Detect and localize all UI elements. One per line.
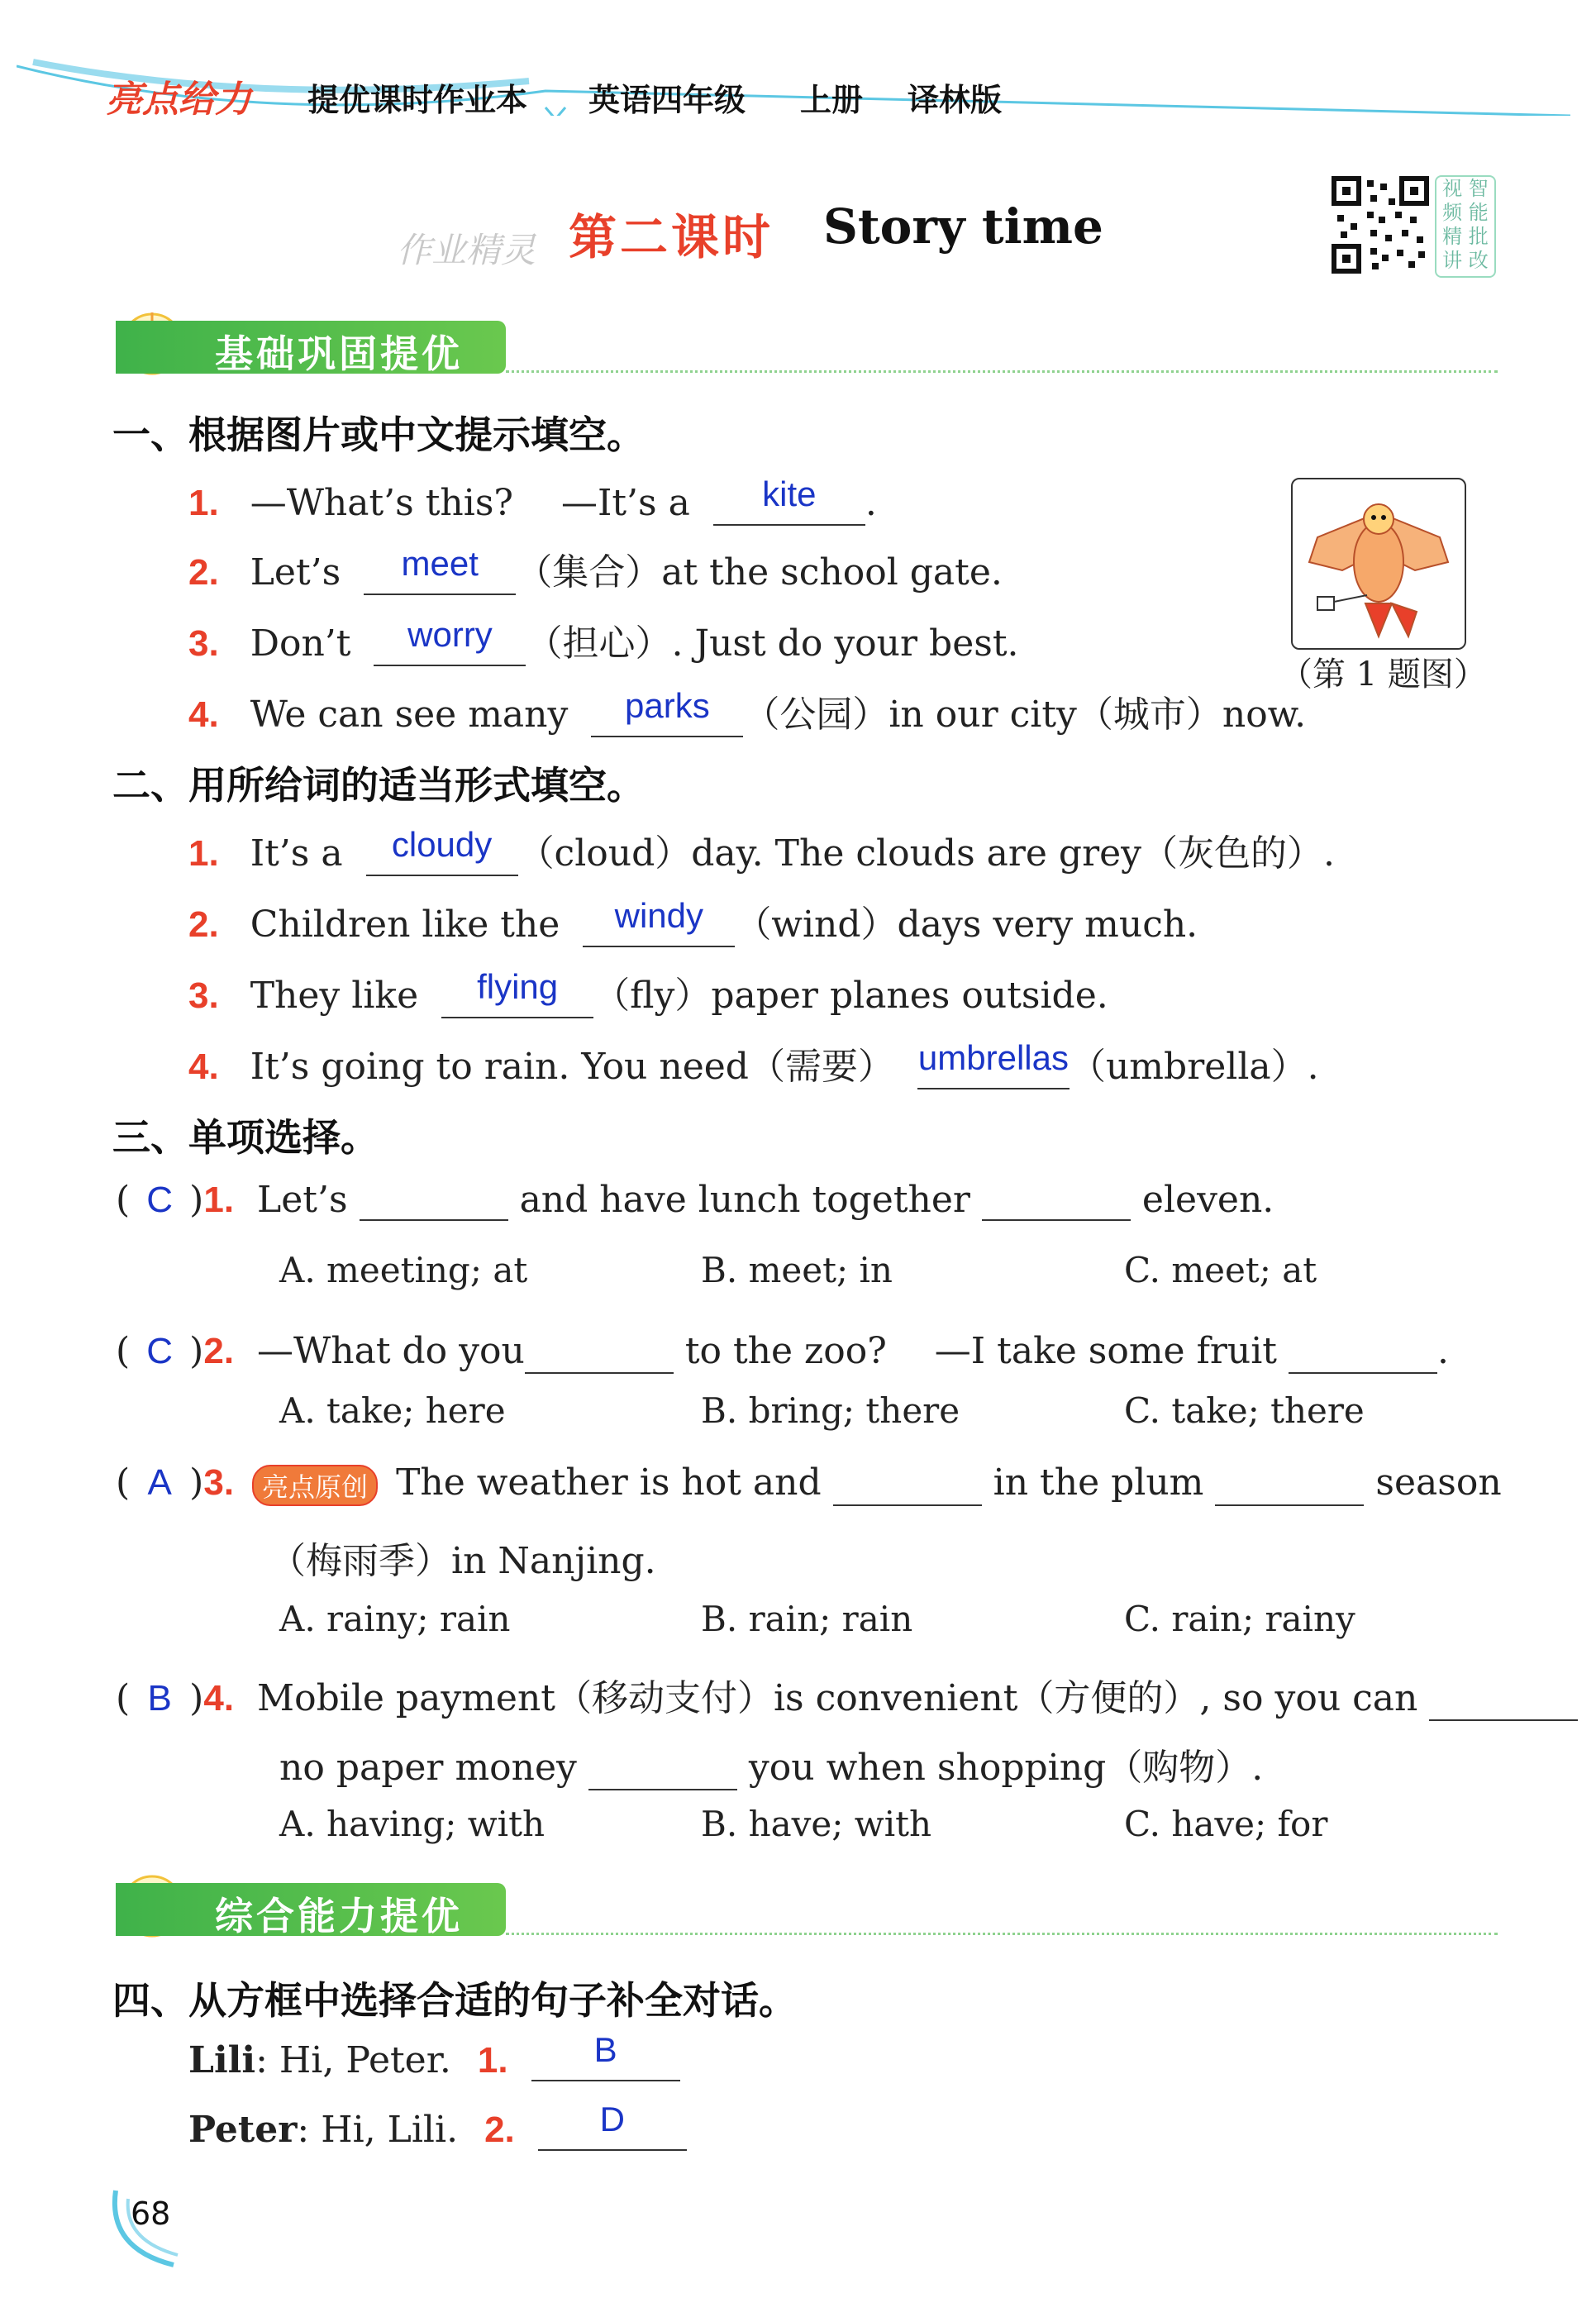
answer-blank[interactable] xyxy=(1429,1688,1578,1721)
part1-item-3: 3. Don’t worry （担心）. Just do your best. xyxy=(188,615,1019,665)
brand-logo: 亮点给力 xyxy=(106,79,251,121)
section-divider xyxy=(506,1933,1498,1935)
part1-heading: 一、根据图片或中文提示填空。 xyxy=(112,412,645,457)
page-number: 68 xyxy=(131,2195,171,2232)
mc1-option-a[interactable]: A. meeting; at xyxy=(279,1250,528,1290)
answer-blank[interactable]: worry xyxy=(374,623,526,666)
answer-blank[interactable]: B xyxy=(531,2038,680,2081)
mc4-option-b[interactable]: B. have; with xyxy=(701,1804,932,1844)
mc2-option-b[interactable]: B. bring; there xyxy=(701,1390,960,1431)
book-name: 提优课时作业本 xyxy=(307,82,528,118)
mc-answer[interactable]: C xyxy=(146,1180,174,1220)
part2-item-4: 4. It’s going to rain. You need（需要） umbrellas （umbrella）. xyxy=(188,1038,1319,1088)
mc1-option-c[interactable]: C. meet; at xyxy=(1124,1250,1317,1290)
mc3-option-c[interactable]: C. rain; rainy xyxy=(1124,1599,1355,1639)
mc3-option-a[interactable]: A. rainy; rain xyxy=(279,1599,511,1639)
answer-blank[interactable] xyxy=(1289,1341,1437,1374)
edition: 译林版 xyxy=(908,82,1003,118)
mc-item-1: ( C )1. Let’s and have lunch together eleven. xyxy=(116,1179,1274,1221)
mc2-option-c[interactable]: C. take; there xyxy=(1124,1390,1365,1431)
kite-caption: （第 1 题图） xyxy=(1279,656,1487,694)
mc-answer[interactable]: C xyxy=(146,1331,174,1371)
part3-heading: 三、单项选择。 xyxy=(112,1115,379,1160)
answer-blank[interactable]: flying xyxy=(441,975,593,1018)
part2-heading: 二、用所给词的适当形式填空。 xyxy=(112,763,645,808)
mc-answer[interactable]: A xyxy=(147,1462,172,1503)
kite-picture xyxy=(1291,478,1466,650)
part2-item-3: 3. They like flying （fly）paper planes outside. xyxy=(188,967,1108,1017)
section-banner-basic: 基础巩固提优 xyxy=(116,321,506,374)
mc-item-2: ( C )2. —What do you to the zoo? —I take some fruit . xyxy=(116,1330,1449,1372)
answer-blank[interactable] xyxy=(525,1341,674,1374)
section-banner-comprehensive: 综合能力提优 xyxy=(116,1883,506,1936)
answer-blank[interactable]: umbrellas xyxy=(917,1046,1070,1089)
part1-item-2: 2. Let’s meet （集合）at the school gate. xyxy=(188,544,1003,594)
answer-blank[interactable]: kite xyxy=(713,483,865,526)
answer-blank[interactable]: meet xyxy=(364,552,516,595)
mc1-option-b[interactable]: B. meet; in xyxy=(701,1250,893,1290)
volume: 上册 xyxy=(800,82,864,118)
part1-item-4: 4. We can see many parks （公园）in our city（城市）now. xyxy=(188,686,1307,736)
answer-blank[interactable]: parks xyxy=(591,694,743,737)
answer-blank[interactable]: cloudy xyxy=(366,833,518,876)
mc-answer[interactable]: B xyxy=(147,1678,172,1719)
mc-item-4: ( B )4. Mobile payment（移动支付）is convenient（方便的）, so you can xyxy=(116,1668,1578,1721)
mc2-option-a[interactable]: A. take; here xyxy=(279,1390,506,1431)
answer-blank[interactable] xyxy=(360,1188,508,1221)
answer-blank[interactable] xyxy=(833,1473,982,1506)
dialogue-line-2: Peter: Hi, Lili. 2. D xyxy=(188,2108,687,2151)
lesson-title-en: Story time xyxy=(823,198,1103,255)
answer-blank[interactable] xyxy=(1215,1473,1364,1506)
section-divider xyxy=(506,370,1498,373)
answer-blank[interactable]: D xyxy=(538,2108,687,2151)
qr-label: 视 智 频 能 精 批 讲 改 xyxy=(1435,175,1496,278)
part4-heading: 四、从方框中选择合适的句子补全对话。 xyxy=(112,1978,797,2023)
part1-item-1: 1. —What’s this? —It’s a kite . xyxy=(188,474,877,524)
mc4-option-c[interactable]: C. have; for xyxy=(1124,1804,1328,1844)
lesson-title-cn: 第二课时 xyxy=(569,209,774,265)
answer-blank[interactable] xyxy=(982,1188,1131,1221)
part2-item-2: 2. Children like the windy （wind）days very much. xyxy=(188,896,1198,946)
watermark: 作业精灵 xyxy=(397,230,536,270)
mc3-continuation: （梅雨季）in Nanjing. xyxy=(269,1540,656,1582)
subject: 英语四年级 xyxy=(588,82,746,118)
mc4-continuation: no paper money you when shopping（购物）. xyxy=(279,1747,1264,1789)
dialogue-line-1: Lili: Hi, Peter. 1. B xyxy=(188,2038,680,2081)
mc3-option-b[interactable]: B. rain; rain xyxy=(701,1599,913,1639)
mc-item-3: ( A )3. 亮点原创 The weather is hot and in the plum season xyxy=(116,1461,1502,1506)
qr-code[interactable] xyxy=(1331,175,1438,274)
answer-blank[interactable] xyxy=(588,1757,737,1790)
part2-item-1: 1. It’s a cloudy （cloud）day. The clouds are grey（灰色的）. xyxy=(188,825,1336,875)
mc4-option-a[interactable]: A. having; with xyxy=(279,1804,545,1844)
answer-blank[interactable]: windy xyxy=(583,904,735,947)
original-badge: 亮点原创 xyxy=(252,1465,378,1506)
